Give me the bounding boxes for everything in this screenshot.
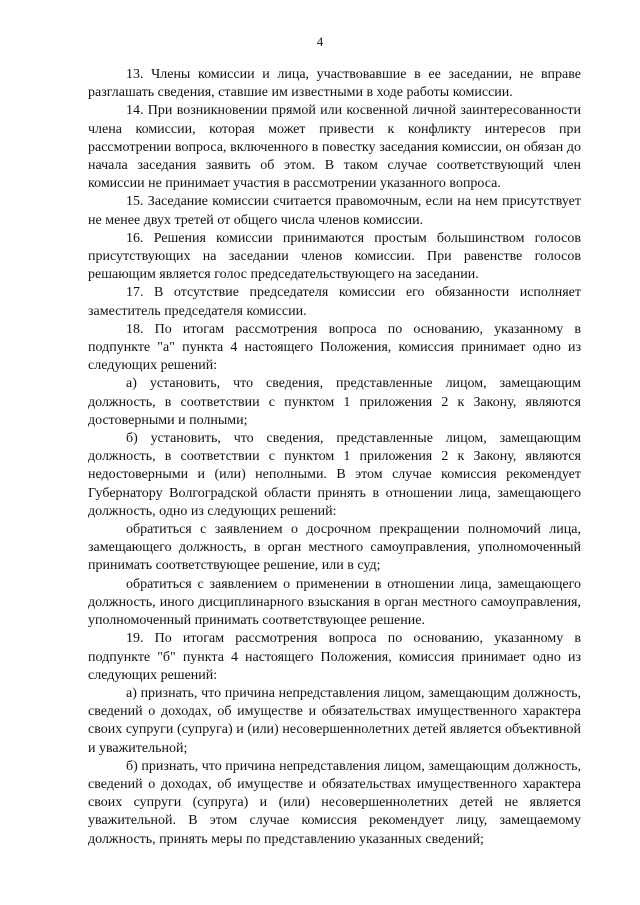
paragraph-18-a: а) установить, что сведения, представленные лицом, замещающим должность, в соответствии с пунктом 1 приложения 2 к Закону, являются достоверными и полными; [88,376,581,428]
paragraph-19-a: а) признать, что причина непредставления лицом, замещающим должность, сведений о доходах, об имуществе и обязательствах имущественного характера своих супруги (супруга) и (или) несовершеннолетних детей является объективной и уважительной; [88,685,581,756]
paragraph-17: 17. В отсутствие председателя комиссии его обязанности исполняет заместитель председателя комиссии. [88,285,581,319]
paragraph-18-b-option-2: обратиться с заявлением о применении в отношении лица, замещающего должность, иного дисциплинарного взыскания в орган местного самоуправления, уполномоченный принимать соответствующее решение. [88,576,581,629]
paragraph-18: 18. По итогам рассмотрения вопроса по основанию, указанному в подпункте "а" пункта 4 настоящего Положения, комиссия принимает одно из следующих решений: [88,321,581,374]
page-number: 4 [316,34,324,49]
paragraph-16: 16. Решения комиссии принимаются простым большинством голосов присутствующих на заседании членов комиссии. При равенстве голосов решающим является голос председательствующего на заседании. [88,230,581,283]
paragraph-15: 15. Заседание комиссии считается правомочным, если на нем присутствует не менее двух третей от общего числа членов комиссии. [88,194,581,228]
paragraph-13: 13. Члены комиссии и лица, участвовавшие в ее заседании, не вправе разглашать сведения, ставшие им известными в ходе работы комиссии. [88,67,581,101]
paragraph-18-b-option-1: обратиться с заявлением о досрочном прекращении полномочий лица, замещающего должность, в орган местного самоуправления, уполномоченный принимать соответствующее решение, или в суд; [88,522,581,574]
paragraph-18-b: б) установить, что сведения, представленные лицом, замещающим должность, в соответствии с пунктом 1 приложения 2 к Закону, являются недостоверными и (или) неполными. В этом случае комиссия рекомендует Губернатору Волгоградской области принять в отношении лица, замещающего должность, одно из следующих решений: [88,431,581,519]
document-body [88,66,581,849]
paragraph-19-b: б) признать, что причина непредставления лицом, замещающим должность, сведений о доходах, об имуществе и обязательствах имущественного характера своих супруги (супруга) и (или) несовершеннолетних детей не является уважительной. В этом случае комиссия рекомендует лицу, замещаемому должность, принять меры по представлению указанных сведений; [88,758,581,847]
paragraph-19: 19. По итогам рассмотрения вопроса по основанию, указанному в подпункте "б" пункта 4 настоящего Положения, комиссия принимает одно из следующих решений: [88,631,581,683]
paragraph-14: 14. При возникновении прямой или косвенной личной заинтересованности члена комиссии, которая может привести к конфликту интересов при рассмотрении вопроса, включенного в повестку заседания комиссии, он обязан до начала заседания заявить об этом. В таком случае соответствующий член комиссии не принимает участия в рассмотрении указанного вопроса. [88,103,581,192]
